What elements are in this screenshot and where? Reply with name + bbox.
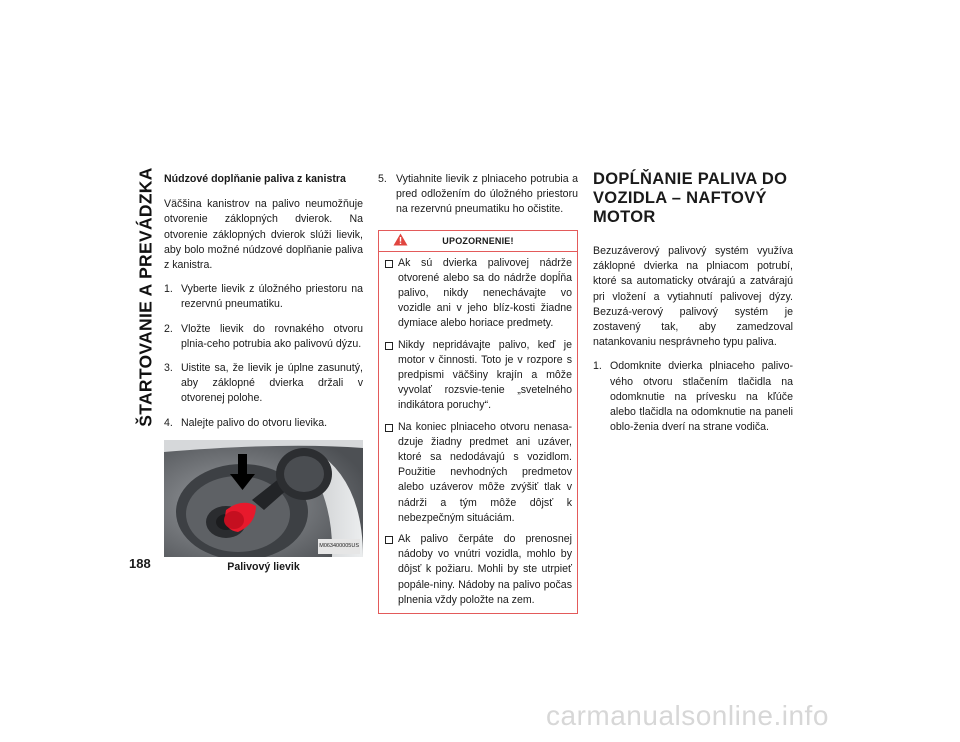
steps-list — [593, 359, 793, 435]
warning-item: Ak palivo čerpáte do prenosnej nádoby vo vnútri vozidla, mohlo by dôjsť k požiaru. Mohli by ste utrpieť popále-niny. Nádoby na palivo počas plnenia vždy položte na zem. — [384, 532, 572, 608]
checkbox-bullet-icon — [385, 536, 393, 544]
side-section-title-text: ŠTARTOVANIE A PREVÁDZKA — [135, 167, 156, 427]
fuel-funnel-figure — [164, 440, 363, 557]
side-section-title — [128, 168, 164, 426]
checkbox-bullet-icon — [385, 424, 393, 432]
warning-header — [379, 231, 577, 252]
middle-column — [378, 172, 578, 614]
steps-list — [164, 282, 363, 431]
list-item: 3. Uistite sa, že lievik je úplne zasunutý, aby záklopné dvierka držali v otvorenej polohe. — [164, 362, 363, 405]
warning-box — [378, 230, 578, 614]
list-item: 5. Vytiahnite lievik z plniaceho potrubia a pred odložením do úložného priestoru na rezervnú pneumatiku ho očistite. — [378, 173, 578, 216]
intro-paragraph: Bezuzáverový palivový systém využíva záklopné dvierka na plniacom potrubí, ktoré sa automaticky otvárajú a zatvárajú pri vložení a vytiahnutí palivovej dýzy. Bezuzá-verový palivový systém je zostavený tak, aby zamedzoval natankovaniu nesprávneho typu paliva. — [593, 245, 793, 349]
steps-list-continued — [378, 172, 578, 218]
list-item: 2. Vložte lievik do rovnakého otvoru plnia-ceho potrubia ako palivovú dýzu. — [164, 322, 363, 350]
watermark: carmanualsonline.info — [546, 700, 829, 731]
right-column — [593, 170, 793, 435]
warning-item: Ak sú dvierka palivovej nádrže otvorené alebo sa do nádrže dopĺňa palivo, nikdy nenechávajte vo vozidle ani v jeho blíz-kosti žiadne dymiace alebo horiace predmety. — [384, 256, 572, 332]
list-item: 4. Nalejte palivo do otvoru lievika. — [164, 416, 328, 429]
left-column — [164, 172, 363, 575]
warning-title: UPOZORNENIE! — [442, 235, 514, 246]
figure-code: M063400005US — [318, 539, 360, 554]
section-subheading: Núdzové doplňanie paliva z kanistra — [164, 173, 346, 185]
intro-paragraph: Väčšina kanistrov na palivo neumožňuje otvorenie záklopných dvierok. Na otvorenie záklopných dvierok slúži lievik, aby bolo možné núdzové doplňanie paliva z kanistra. — [164, 198, 363, 272]
checkbox-bullet-icon — [385, 342, 393, 350]
warning-item: Nikdy nepridávajte palivo, keď je motor v činnosti. Toto je v rozpore s predpismi väčšiny krajín a môže vyvolať rozsvie-tenie „svetelného indikátora poruchy“. — [384, 338, 572, 414]
warning-item: Na koniec plniaceho otvoru nenasa-dzuje žiadny predmet ani uzáver, ktoré sa nedodávajú s vozidlom. Použitie nevhodných predmetov alebo uzáverov môže zvýšiť tlak v nádrži a tým môže dôjsť k nebezpečným situáciám. — [384, 420, 572, 526]
page-number: 188 — [129, 556, 151, 571]
warning-list — [379, 252, 577, 613]
checkbox-bullet-icon — [385, 260, 393, 268]
list-item: 1. Vyberte lievik z úložného priestoru na rezervnú pneumatiku. — [164, 283, 363, 311]
figure-caption: Palivový lievik — [227, 560, 300, 573]
section-heading: DOPĹŇANIE PALIVA DO VOZIDLA – NAFTOVÝ MOTOR — [593, 170, 788, 226]
list-item: 1. Odomknite dvierka plniaceho palivo-vého otvoru stlačením tlačidla na odomknutie na prívesku na kľúče alebo tlačidla na odomknutie na paneli oblo-ženia dverí na strane vodiča. — [593, 360, 793, 434]
